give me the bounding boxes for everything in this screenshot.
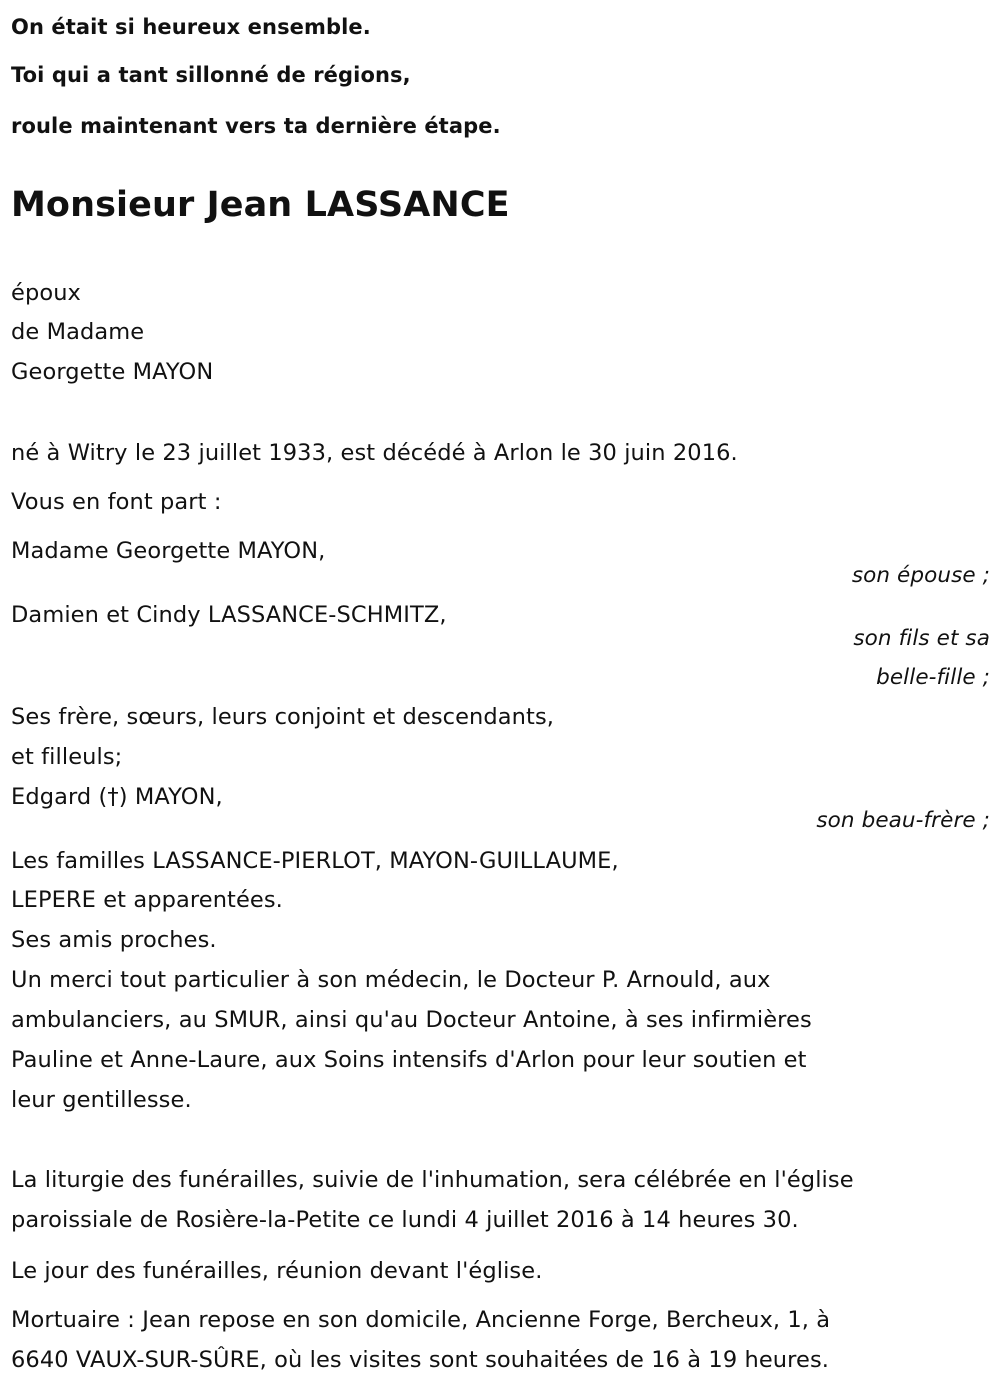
family-member: Damien et Cindy LASSANCE-SCHMITZ,	[11, 602, 447, 628]
thanks-line: leur gentillesse.	[11, 1087, 192, 1113]
poem-line: roule maintenant vers ta dernière étape.	[11, 114, 501, 138]
family-member: Edgard (†) MAYON,	[11, 784, 223, 810]
relation: son fils et sa	[853, 626, 990, 651]
poem-line: On était si heureux ensemble.	[11, 15, 371, 39]
family-member: Ses frère, sœurs, leurs conjoint et descendants,	[11, 704, 555, 730]
thanks-line: Pauline et Anne-Laure, aux Soins intensifs d'Arlon pour leur soutien et	[11, 1047, 807, 1073]
mortuary-line: Mortuaire : Jean repose en son domicile, Ancienne Forge, Bercheux, 1, à	[11, 1307, 831, 1333]
relation: son beau-frère ;	[816, 808, 990, 833]
meeting: Le jour des funérailles, réunion devant l'église.	[11, 1258, 543, 1284]
thanks-line: ambulanciers, au SMUR, ainsi qu'au Docteur Antoine, à ses infirmières	[11, 1007, 812, 1033]
family-member: Madame Georgette MAYON,	[11, 538, 326, 564]
relation: belle-fille ;	[876, 665, 990, 690]
liturgy-line: La liturgie des funérailles, suivie de l'inhumation, sera célébrée en l'église	[11, 1167, 854, 1193]
spouse-line: de Madame	[11, 319, 145, 345]
family-member: Ses amis proches.	[11, 927, 217, 953]
family-member: Les familles LASSANCE-PIERLOT, MAYON-GUILLAUME,	[11, 848, 619, 874]
spouse-line: époux	[11, 280, 81, 306]
liturgy-line: paroissiale de Rosière-la-Petite ce lundi 4 juillet 2016 à 14 heures 30.	[11, 1207, 799, 1233]
deceased-name: Monsieur Jean LASSANCE	[11, 185, 510, 225]
mortuary-line: 6640 VAUX-SUR-SÛRE, où les visites sont souhaitées de 16 à 19 heures.	[11, 1347, 830, 1373]
family-member: LEPERE et apparentées.	[11, 887, 283, 913]
family-member: et filleuls;	[11, 744, 123, 770]
relation: son épouse ;	[851, 563, 990, 588]
spouse-line: Georgette MAYON	[11, 359, 214, 385]
thanks-line: Un merci tout particulier à son médecin, le Docteur P. Arnould, aux	[11, 967, 771, 993]
poem-line: Toi qui a tant sillonné de régions,	[11, 63, 411, 87]
announce: Vous en font part :	[11, 489, 222, 515]
birth-death: né à Witry le 23 juillet 1933, est décédé à Arlon le 30 juin 2016.	[11, 440, 738, 466]
